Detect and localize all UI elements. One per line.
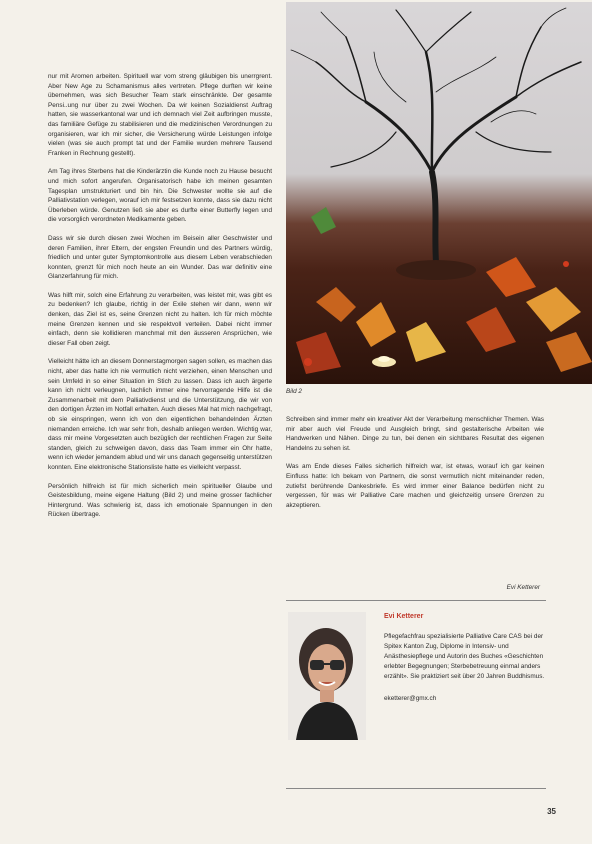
- divider: [286, 600, 546, 601]
- paragraph: Am Tag ihres Sterbens hat die Kinderärztin die Kunde noch zu Hause besucht und mich sofort angerufen. Organisatorisch habe ich meinen gesamten Tagesplan umstrukturiert und bin hin. Die Schwester wollte sie auf die Palliativstation verlegen, worauf ich mir festsetzen konnte, dass sie dazu nicht Überleben würde. Genutzen ließ sie aber es durfte einer Butterfly legen und die vorsorglich verordneten Medikamente geben.: [48, 168, 272, 224]
- paragraph: Schreiben sind immer mehr ein kreativer Akt der Verarbeitung menschlicher Themen. Was mir aber auch viel Freude und Ausgleich bringt, sind gestalterische Arbeiten wie Handwerken und Nähen. Dinge zu tun, bei denen ein sichtbares Resultat des eigenen Handelns zu sehen ist.: [286, 416, 544, 452]
- paragraph: Was am Ende dieses Falles sicherlich hilfreich war, ist etwas, worauf ich gar keinen Einfluss hatte: Ich bekam von Partnern, die sonst vermutlich nicht miteinander reden, zutiefst berührende Dankesbriefe. Es wird immer einer Balance bedürfen nicht zu vergessen, für was wir Palliative Care machen und gleichzeitig unsere Grenzen zu akzeptieren.: [286, 463, 544, 509]
- author-bio: [384, 612, 546, 704]
- author-signature: Evi Ketterer: [506, 584, 540, 591]
- figure-caption: Bild 2: [286, 388, 302, 395]
- tree-illustration: [286, 2, 592, 384]
- tree-candle-photo: [286, 2, 592, 384]
- divider: [286, 788, 546, 789]
- author-description: Pflegefachfrau spezialisierte Palliative Care CAS bei der Spitex Kanton Zug, Diplome in Intensiv- und Anästhesiepflege und Autorin des Buches «Geschichten erlebter Begegnungen; Sterbebetreuung einmal anders erzählt». Sie praktiziert seit über 20 Jahren Buddhismus.: [384, 633, 545, 680]
- paragraph: nur mit Aromen arbeiten. Spirituell war vom streng gläubigen bis unerrgrent. Aber New Age zu Schamanismus alles vertreten. Pflege durften wir keine übernehmen, was sich Besucher Team stark einschränkte. Der gesamte Pensi..ung nur über zu zwei Wochen. Da wir keinen Sozialdienst Auftrag hatten, sie wasserkantonal war und ich demnach viel Zeit aufbringen musste, das familiäre Gefüge zu stabilisieren und die medizinischen Verordnungen zu organisieren, war ich mir sicher, die Versicherung würde Leistungen infolge vielen (was sie auch prompt tat und der Familie wurden mehrere Tausend Franken in Rechnung gestellt).: [48, 73, 272, 157]
- paragraph: Was hilft mir, solch eine Erfahrung zu verarbeiten, was leistet mir, was gibt es zu bedenken? Ich glaube, richtig in der Exile stehen wir dann, wenn wir denken, das Ziel ist es, seine Grenzen nicht zu halten. Ich für mich möchte meine Grenzen kennen und sie respektvoll verteilen. Dabei nicht immer einfach, denn sie kollidieren manchmal mit den äusseren Ansprüchen, wie dieser Fall oben zeigt.: [48, 291, 272, 347]
- page-number: 35: [547, 807, 556, 816]
- paragraph: Persönlich hilfreich ist für mich sicherlich mein spiritueller Glaube und Geistesbildung, meine eigene Haltung (Bild 2) und meine grosser fachlicher Hintergrund. Was schwierig ist, dass ich emotionale Spannungen in den Rücken übertrage.: [48, 482, 272, 519]
- left-text-column: [48, 72, 272, 529]
- author-name: Evi Ketterer: [384, 613, 424, 620]
- author-email[interactable]: eketterer@gmx.ch: [384, 695, 437, 702]
- paragraph: Dass wir sie durch diesen zwei Wochen im Beisein aller Geschwister und deren Familien, ihrer Eltern, der engsten Freundin und des Partners würdig, friedlich und unter guter Symptomkontrolle aus diesem Leben verabschieden konnten, grenzt für mich noch heute an ein Wunder. Das war definitiv eine Glanzerfahrung für mich.: [48, 234, 272, 281]
- right-text-column: [286, 415, 544, 519]
- author-portrait: [288, 612, 366, 740]
- portrait-illustration: [288, 612, 366, 740]
- paragraph: Vielleicht hätte ich an diesem Donnerstagmorgen sagen sollen, es machen das nicht, aber das hatte ich nie vermutlich nicht verziehen, einen Menschen und sein Umfeld in so einer Situation im Stich zu lassen. Dass ich auch ärgerte kann ich nicht verleugnen, lachlich immer eine hervorragende Hilfe ist die Zusammenarbeit mit dem Palliativdienst und die Unterstützung, die wir von den dortigen Ärzten im Notfall erhalten. Auch dieses Mal hat mich nachgefragt, ob sie einspringen, wenn ich von den eigentlichen behandelnden Ärzten niemanden erreiche. Ich war sehr froh, deshalb anliegen werden. Wichtig war, dass mir meine Vorgesetzten auch bezüglich der rechtlichen Fragen zur Seite standen, gleich zu schweigen davon, dass das Team immer ein Ohr hatte, wenn ich wieder jemandem ablud und wir uns danach gegenseitig unterstützen konnten. Eine elektronische Stationsliste hatte es vielleicht verpasst.: [48, 358, 272, 471]
